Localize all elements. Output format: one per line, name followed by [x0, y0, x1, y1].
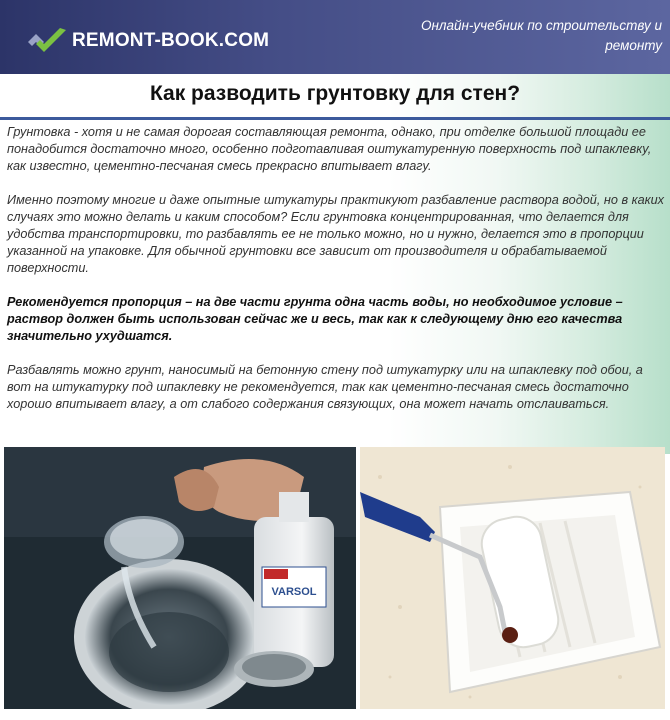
paragraph-2: Именно поэтому многие и даже опытные штукатуры практикуют разбавление раствора водой, но в каких случаях это можно делать и каким способом? Если грунтовка концентрированная, что делается для удобства транспортировки, то разбавлять ее не только можно, но и нужно, делается это в пропорции указанной на упаковке. Для обычной грунтовки все зависит от производителя и обрабатываемой поверхности. — [7, 193, 665, 275]
photo-pouring-primer — [4, 447, 356, 709]
paragraph-4: Разбавлять можно грунт, наносимый на бетонную стену под штукатурку или на шпаклевку под обои, а вот на штукатурку под шпаклевку не рекомендуется, так как цементно-песчаная смесь достаточно хорошо впитывает влагу, а от слабого содержания связующих, она может начать отслаиваться. — [7, 363, 643, 411]
page-title: Как разводить грунтовку для стен? — [149, 82, 521, 105]
paragraph-1: Грунтовка - хотя и не самая дорогая составляющая ремонта, однако, при отделке большой площади ее понадобится достаточно много, особенно подготавливая оштукатуренную поверхность под шпаклевку, как известно, цементно-песчаная смесь прекрасно впитывает влагу. — [7, 125, 652, 173]
site-logo[interactable] — [26, 26, 269, 56]
site-tagline: Онлайн-учебник по строительству и ремонту — [420, 18, 662, 53]
paragraph-3-highlight: Рекомендуется пропорция – на две части грунта одна часть воды, но необходимое условие – раствор должен быть использован сейчас же и весь, так как к следующему дню его качества значительно ухудшатся. — [7, 295, 623, 343]
site-header — [0, 0, 670, 74]
photo-roller-tray — [360, 447, 665, 709]
logo-text: REMONT-BOOK.COM — [72, 30, 270, 51]
logo-check-icon — [26, 26, 70, 56]
bottle-label: VARSOL — [271, 586, 317, 598]
title-underline — [0, 117, 670, 120]
article-body — [7, 124, 665, 430]
title-bar — [0, 74, 670, 120]
